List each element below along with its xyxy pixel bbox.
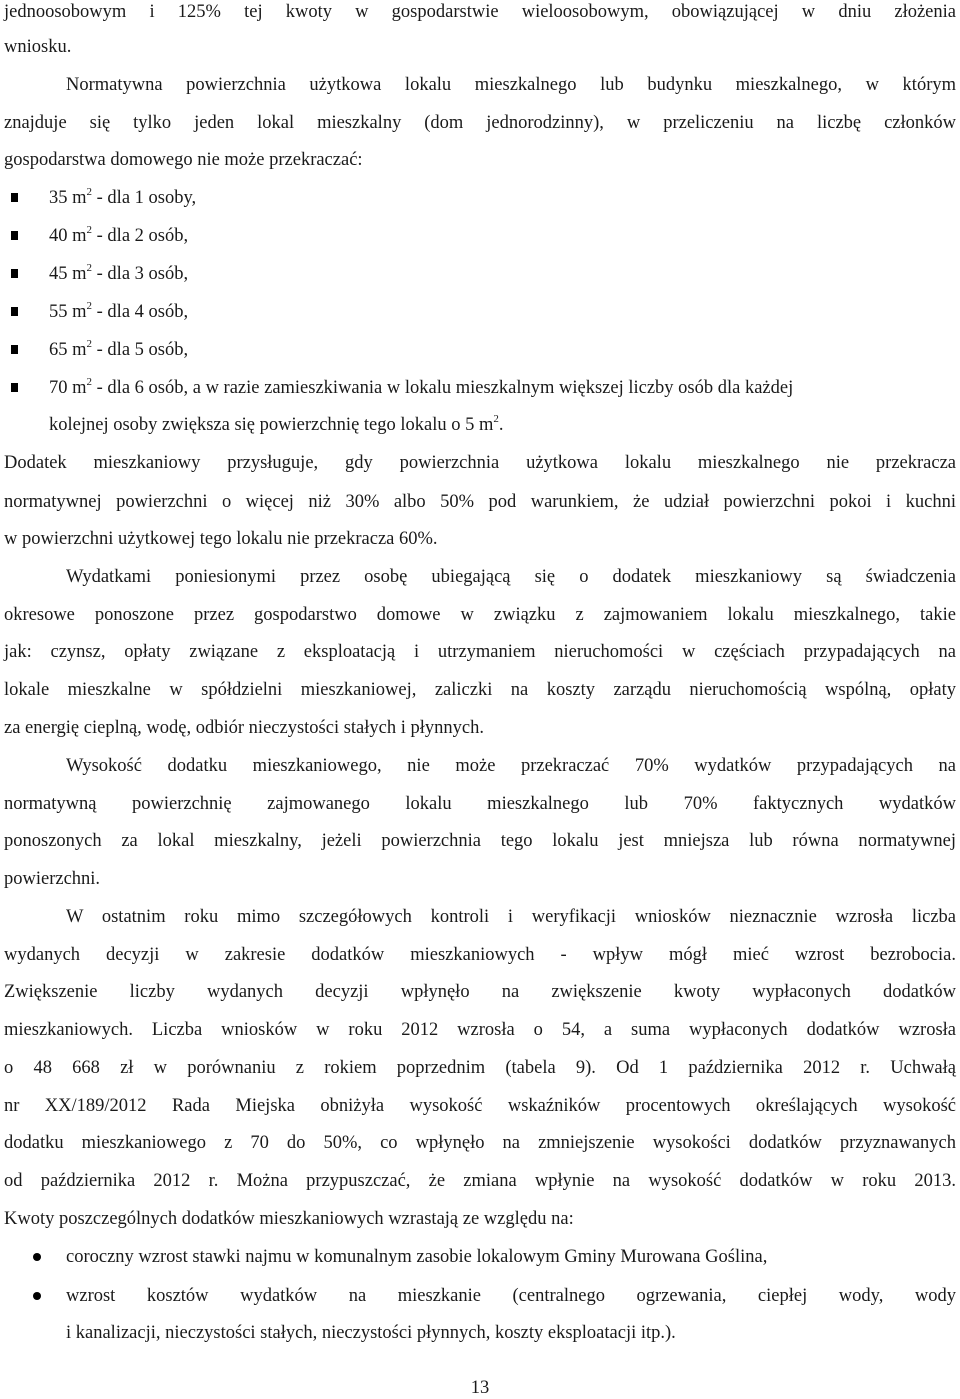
list-item: 35 $m^2$ - dla 1 osoby, xyxy=(49,185,197,208)
paragraph-line: Normatywna powierzchnia użytkowa lokalu mieszkalnego lub budynku mieszkalnego, w którym xyxy=(66,75,956,95)
paragraph-line: mieszkaniowych. Liczba wniosków w roku 2012 wzrosła o 54, a suma wypłaconych dodatków wzrosła xyxy=(4,1020,956,1040)
paragraph-line: lokale mieszkalne w spółdzielni mieszkaniowej, zaliczki na koszty zarządu nieruchomością wspólną, opłaty xyxy=(4,680,956,700)
paragraph-line: dodatku mieszkaniowego z 70 do 50%, co wpłynęło na zmniejszenie wysokości dodatków przyznawanych xyxy=(4,1133,956,1153)
paragraph-line: ponoszonych za lokal mieszkalny, jeżeli powierzchnia tego lokalu jest mniejsza lub równa normatywnej xyxy=(4,831,956,851)
list-item: wzrost kosztów wydatków na mieszkanie (centralnego ogrzewania, ciepłej wody, wody xyxy=(66,1286,956,1306)
paragraph-line: jednoosobowym i 125% tej kwoty w gospodarstwie wieloosobowym, obowiązującej w dniu złożenia xyxy=(4,2,956,22)
list-item: 40 $m^2$ - dla 2 osób, xyxy=(49,223,189,246)
round-bullet-icon xyxy=(33,1292,41,1300)
paragraph-line: o 48 668 zł w porównaniu z rokiem poprzednim (tabela 9). Od 1 października 2012 r. Uchwałą xyxy=(4,1058,956,1078)
paragraph-line: okresowe ponoszone przez gospodarstwo domowe w związku z zajmowaniem lokalu mieszkalnego, takie xyxy=(4,605,956,625)
list-item: 70 $m^2$ - dla 6 osób, a w razie zamieszkiwania w lokalu mieszkalnym większej liczby osób dla każdej xyxy=(49,375,794,398)
paragraph-line: od października 2012 r. Można przypuszczać, że zmiana wpłynie na wysokość dodatków w roku 2013. xyxy=(4,1171,956,1191)
list-item: coroczny wzrost stawki najmu w komunalnym zasobie lokalowym Gminy Murowana Goślina, xyxy=(66,1247,768,1267)
list-item-continuation: i kanalizacji, nieczystości stałych, nieczystości płynnych, koszty eksploatacji itp.). xyxy=(66,1323,676,1343)
paragraph-line: Wysokość dodatku mieszkaniowego, nie może przekraczać 70% wydatków przypadających na xyxy=(66,756,956,776)
paragraph-line: normatywną powierzchnię zajmowanego lokalu mieszkalnego lub 70% faktycznych wydatków xyxy=(4,794,956,814)
square-bullet-icon xyxy=(11,269,18,278)
square-bullet-icon xyxy=(11,231,18,240)
square-bullet-icon xyxy=(11,307,18,316)
square-bullet-icon xyxy=(11,383,18,392)
paragraph-line: nr XX/189/2012 Rada Miejska obniżyła wysokość wskaźników procentowych określających wysokość xyxy=(4,1096,956,1116)
paragraph-line: znajduje się tylko jeden lokal mieszkalny (dom jednorodzinny), w przeliczeniu na liczbę członków xyxy=(4,113,956,133)
paragraph-line: normatywnej powierzchni o więcej niż 30% albo 50% pod warunkiem, że udział powierzchni pokoi i kuchni xyxy=(4,492,956,512)
square-bullet-icon xyxy=(11,345,18,354)
paragraph-line: gospodarstwa domowego nie może przekraczać: xyxy=(4,150,363,170)
paragraph-line: Zwiększenie liczby wydanych decyzji wpłynęło na zwiększenie kwoty wypłaconych dodatków xyxy=(4,982,956,1002)
paragraph-line: wydanych decyzji w zakresie dodatków mieszkaniowych - wpływ mógł mieć wzrost bezrobocia. xyxy=(4,945,956,965)
list-item-continuation: kolejnej osoby zwiększa się powierzchnię tego lokalu o 5 $m^2$. xyxy=(49,412,504,435)
list-item: 55 $m^2$ - dla 4 osób, xyxy=(49,299,189,322)
paragraph-line: Wydatkami poniesionymi przez osobę ubiegającą się o dodatek mieszkaniowy są świadczenia xyxy=(66,567,956,587)
list-item: 45 $m^2$ - dla 3 osób, xyxy=(49,261,189,284)
paragraph-line: za energię cieplną, wodę, odbiór nieczystości stałych i płynnych. xyxy=(4,718,484,738)
paragraph-line: W ostatnim roku mimo szczegółowych kontroli i weryfikacji wniosków nieznacznie wzrosła liczba xyxy=(66,907,956,927)
page-number: 13 xyxy=(470,1378,490,1398)
paragraph-line: Kwoty poszczególnych dodatków mieszkaniowych wzrastają ze względu na: xyxy=(4,1209,574,1229)
paragraph-line: powierzchni. xyxy=(4,869,101,889)
round-bullet-icon xyxy=(33,1253,41,1261)
paragraph-line: jak: czynsz, opłaty związane z eksploatacją i utrzymaniem nieruchomości w częściach przypadających na xyxy=(4,642,956,662)
square-bullet-icon xyxy=(11,193,18,202)
paragraph-line: w powierzchni użytkowej tego lokalu nie przekracza 60%. xyxy=(4,529,438,549)
paragraph-line: Dodatek mieszkaniowy przysługuje, gdy powierzchnia użytkowa lokalu mieszkalnego nie przekracza xyxy=(4,453,956,473)
list-item: 65 $m^2$ - dla 5 osób, xyxy=(49,337,189,360)
paragraph-line: wniosku. xyxy=(4,37,72,57)
